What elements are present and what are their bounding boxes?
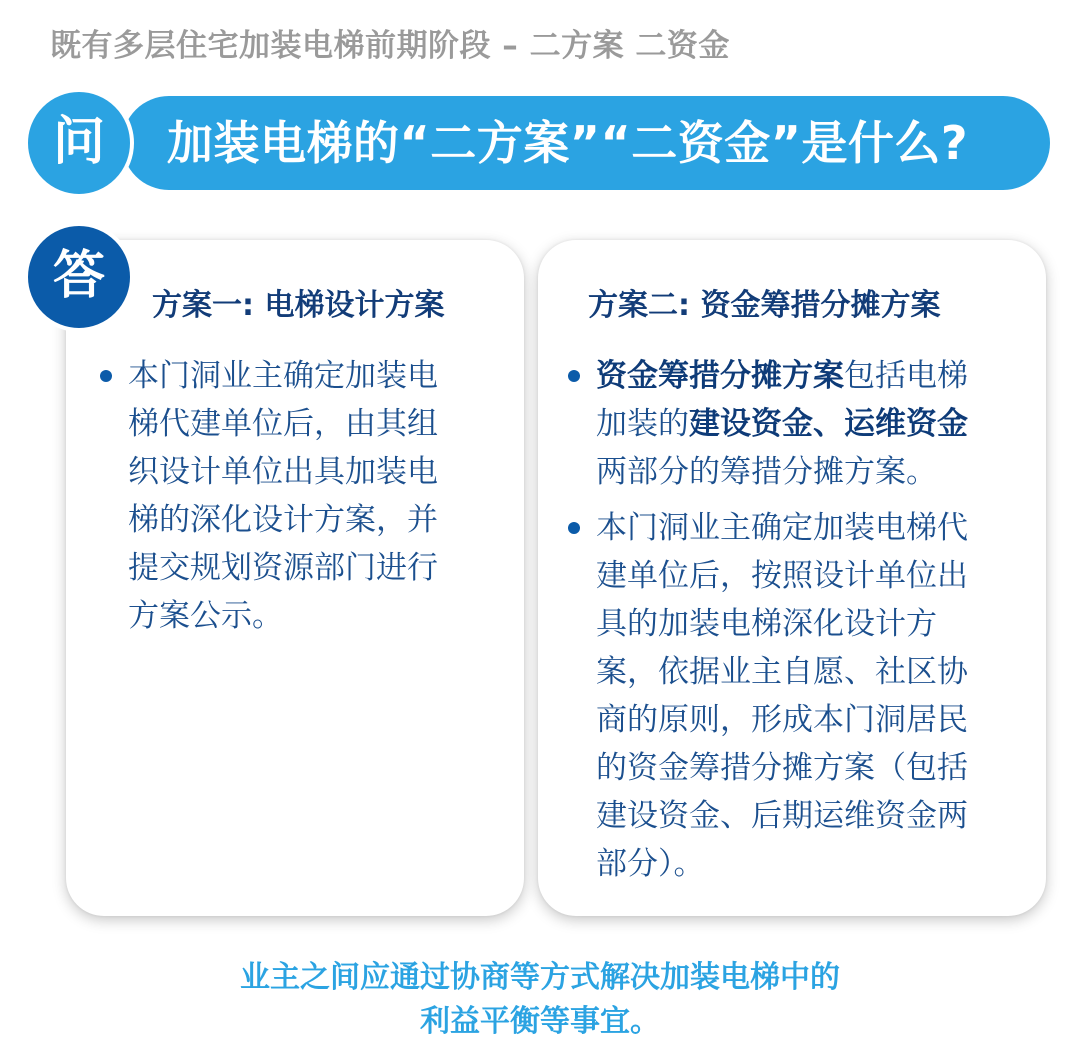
question-badge: 问: [24, 88, 134, 198]
plan-two-item2-line: 商的原则，形成本门洞居民: [596, 702, 968, 738]
plan-two-text: 包括电梯: [844, 358, 968, 394]
plan-two-item2-line: 建设资金、后期运维资金两: [596, 798, 968, 834]
plan-one-text-line: 提交规划资源部门进行: [128, 550, 438, 586]
plan-one-text-line: 本门洞业主确定加装电: [128, 358, 438, 394]
plan-two-item2-line: 部分）。: [596, 846, 705, 882]
footer-note-line2: 利益平衡等事宜。: [420, 1004, 660, 1039]
plan-two-item2-line: 的资金筹措分摊方案（包括: [596, 750, 968, 786]
plan-two-item1-line: [596, 352, 968, 400]
page-title: 既有多层住宅加装电梯前期阶段 – 二方案 二资金: [50, 28, 730, 64]
plan-one-text-line: 织设计单位出具加装电: [128, 454, 438, 490]
plan-one-card: [66, 240, 524, 916]
bullet-icon: [568, 522, 580, 534]
plan-one-text-line: 方案公示。: [128, 598, 283, 634]
plan-one-heading: 方案一: 电梯设计方案: [152, 288, 445, 323]
plan-two-item2-line: 具的加装电梯深化设计方: [596, 606, 937, 642]
plan-two-item2-line: 案，依据业主自愿、社区协: [596, 654, 968, 690]
footer-note-line1: 业主之间应通过协商等方式解决加装电梯中的: [240, 960, 840, 995]
bullet-icon: [568, 370, 580, 382]
plan-two-text: 加装的: [596, 406, 689, 442]
plan-two-item1-line: [596, 400, 968, 448]
plan-two-card: [538, 240, 1046, 916]
plan-two-item1-line: 两部分的筹措分摊方案。: [596, 454, 937, 490]
question-banner: [122, 96, 1050, 190]
answer-badge: 答: [24, 222, 134, 332]
plan-one-text-line: 梯的深化设计方案，并: [128, 502, 438, 538]
funding-types-emphasis: 建设资金、运维资金: [689, 406, 968, 442]
plan-two-item2-line: 本门洞业主确定加装电梯代: [596, 510, 968, 546]
plan-one-text-line: 梯代建单位后，由其组: [128, 406, 438, 442]
plan-two-heading: 方案二: 资金筹措分摊方案: [588, 288, 941, 323]
question-text: 加装电梯的“二方案”“二资金”是什么?: [167, 116, 969, 170]
bullet-icon: [100, 370, 112, 382]
plan-two-item2-line: 建单位后，按照设计单位出: [596, 558, 968, 594]
funding-plan-emphasis: 资金筹措分摊方案: [596, 358, 844, 394]
